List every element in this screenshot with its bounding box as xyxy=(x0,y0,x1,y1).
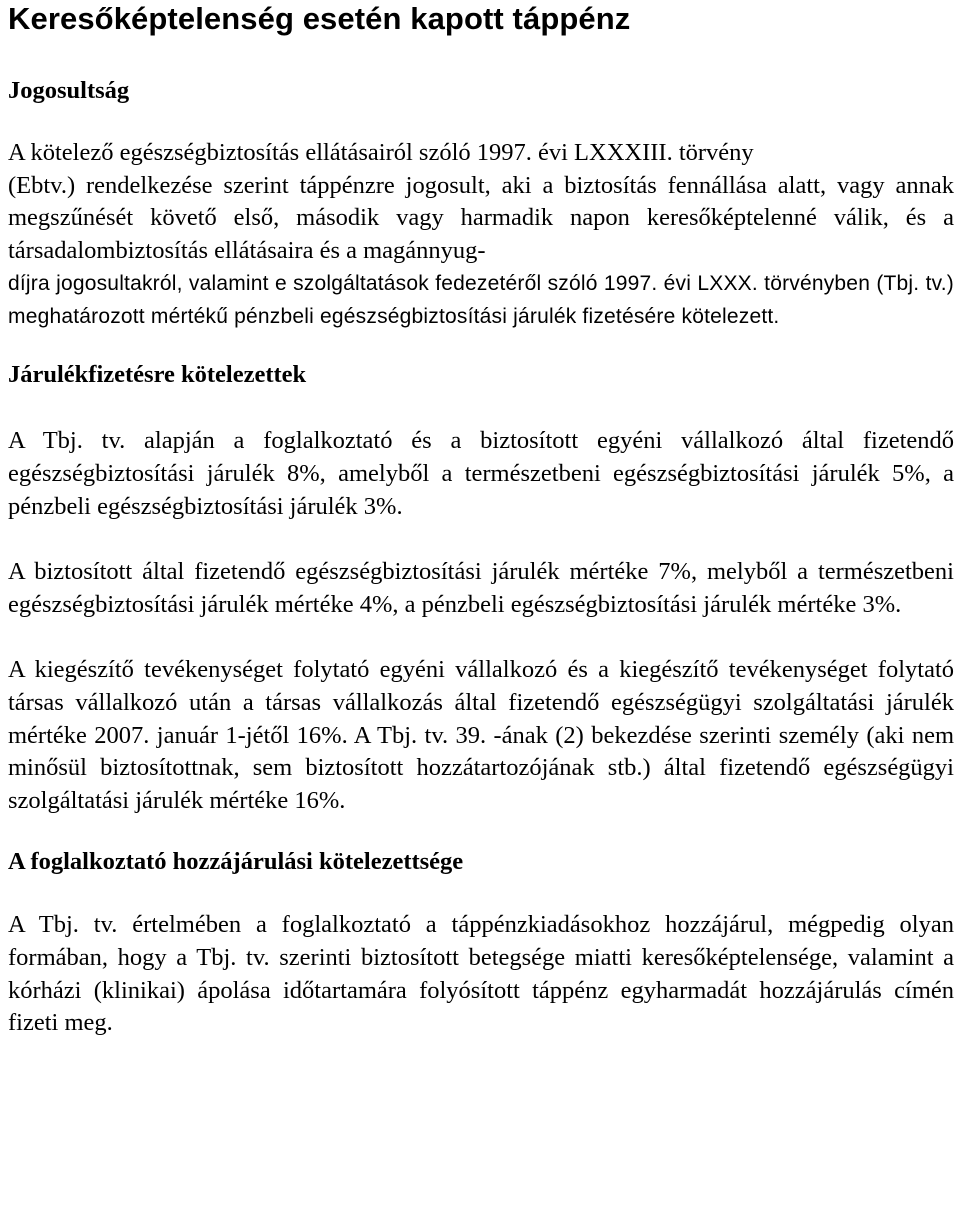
section-heading-foglalkoztato: A foglalkoztató hozzájárulási kötelezettsége xyxy=(8,848,464,876)
paragraph-text: (Ebtv.) rendelkezése szerint táppénzre jogosult, aki a biztosítás fennállása alatt, vagy annak megszűnését követő első, második vagy harmadik napon keresőképtelenné válik, és a társadalombiztosítás ellátásaira és a magánnyug- xyxy=(8,171,954,264)
paragraph-jarulek-2: A biztosított által fizetendő egészségbiztosítási járulék mértéke 7%, melyből a természetbeni egészségbiztosítási járulék mértéke 4%, a pénzbeli egészségbiztosítási járulék mértéke 3%. xyxy=(8,558,954,618)
document-page xyxy=(8,0,954,1040)
paragraph-line: A kötelező egészségbiztosítás ellátásairól szóló 1997. évi LXXXIII. törvény xyxy=(8,139,754,166)
section-heading-jogosultsag: Jogosultság xyxy=(8,77,130,104)
section-heading-jarulekfizetes: Járulékfizetésre kötelezettek xyxy=(8,361,307,389)
document-title: Keresőképtelenség esetén kapott táppénz xyxy=(8,1,631,36)
paragraph-jogosultsag xyxy=(8,137,954,333)
paragraph-jarulek-1: A Tbj. tv. alapján a foglalkoztató és a biztosított egyéni vállalkozó által fizetendő egészségbiztosítási járulék 8%, amelyből a természetbeni egészségbiztosítási járulék 5%, a pénzbeli egészségbiztosítási járulék 3%. xyxy=(8,427,954,520)
paragraph-text-sans: díjra jogosultakról, valamint e szolgáltatások fedezetéről szóló 1997. évi LXXX. törvényben (Tbj. tv.) meghatározott mértékű pénzbeli egészségbiztosítási járulék fizetésére kötelezett. xyxy=(8,272,954,329)
paragraph-jarulek-3: A kiegészítő tevékenységet folytató egyéni vállalkozó és a kiegészítő tevékenységet folytató társas vállalkozó után a társas vállalkozás által fizetendő egészségügyi szolgáltatási járulék mértéke 2007. január 1-jétől 16%. A Tbj. tv. 39. -ának (2) bekezdése szerinti személy (aki nem minősül biztosítottnak, sem biztosított hozzátartozójának stb.) által fizetendő egészségügyi szolgáltatási járulék mértéke 16%. xyxy=(8,656,954,814)
paragraph-foglalkoztato: A Tbj. tv. értelmében a foglalkoztató a táppénzkiadásokhoz hozzájárul, mégpedig olyan formában, hogy a Tbj. tv. szerinti biztosított betegsége miatti keresőképtelensége, valamint a kórházi (klinikai) ápolása időtartamára folyósított táppénz egyharmadát hozzájárulás címén fizeti meg. xyxy=(8,911,954,1037)
